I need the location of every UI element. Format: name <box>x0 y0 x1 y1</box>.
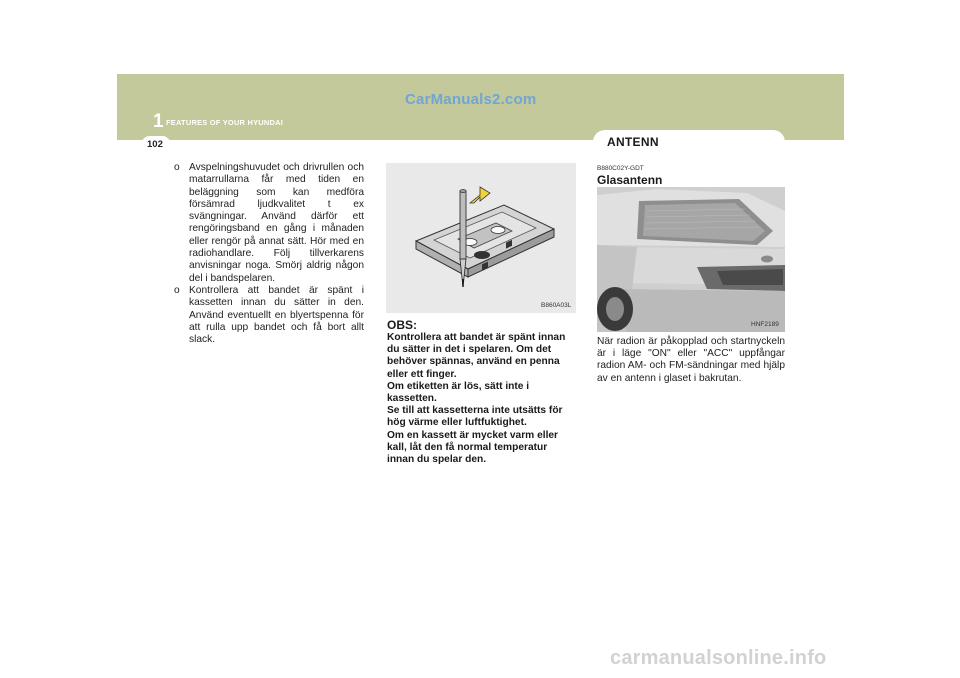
chapter-title: FEATURES OF YOUR HYUNDAI <box>166 118 284 127</box>
antenna-description: När radion är påkopplad och startnyckeln är i läge "ON" eller "ACC" uppfångar radion AM- och FM-sändningar med hjälp av en antenn i glaset i bakrutan. <box>597 336 785 384</box>
bullet-item <box>174 285 364 346</box>
chapter-number: 1 <box>153 111 164 132</box>
obs-note <box>387 318 575 466</box>
car-rear-drawing <box>597 187 785 332</box>
cassette-pencil-drawing <box>386 163 576 313</box>
obs-line: Om en kassett är mycket varm eller kall, låt den få normal temperatur innan du spelar den. <box>387 429 559 466</box>
watermark-link[interactable]: CarManuals2.com <box>405 91 537 108</box>
image-code: B860A03L <box>541 302 572 309</box>
bullet-text: Avspelningshuvudet och drivrullen och matarrullarna får med tiden en beläggning som kan medföra försämrad ljudkvalitet t ex svängningar. Använd därför ett rengöringsband en gång i månaden eller rengör på annat sätt. Hör med en radiohandlare. Följ tillverkarens anvisningar noga. Smörj aldrig någon del i bandspelaren. <box>189 162 364 284</box>
watermark-bottom: carmanualsonline.info <box>610 647 827 669</box>
subsection-title: Glasantenn <box>597 173 663 187</box>
obs-line: Om etiketten är lös, sätt inte i kassetten. <box>387 380 530 405</box>
section-title: ANTENN <box>607 135 659 149</box>
reference-code: B880C02Y-GDT <box>597 165 644 172</box>
cassette-illustration <box>386 163 576 313</box>
obs-line: Se till att kassetterna inte utsätts för hög värme eller luftfuktighet. <box>387 405 563 429</box>
bullet-item <box>174 162 364 285</box>
obs-line: Kontrollera att bandet är spänt innan du sätter in det i spelaren. Om det behöver spännas, använd en penna eller ett finger. <box>387 332 566 380</box>
image-code: HNF2189 <box>751 321 779 328</box>
bullet-mark: o <box>174 162 180 173</box>
page-number: 102 <box>147 139 163 150</box>
obs-heading: OBS: <box>387 318 417 332</box>
car-rear-photo <box>597 187 785 332</box>
column-1 <box>174 162 364 346</box>
bullet-mark: o <box>174 284 180 296</box>
bullet-text: Kontrollera att bandet är spänt i kassetten innan du sätter in den. Använd eventuellt en blyertspenna för att rulla upp bandet och få bort allt slack. <box>189 284 364 346</box>
